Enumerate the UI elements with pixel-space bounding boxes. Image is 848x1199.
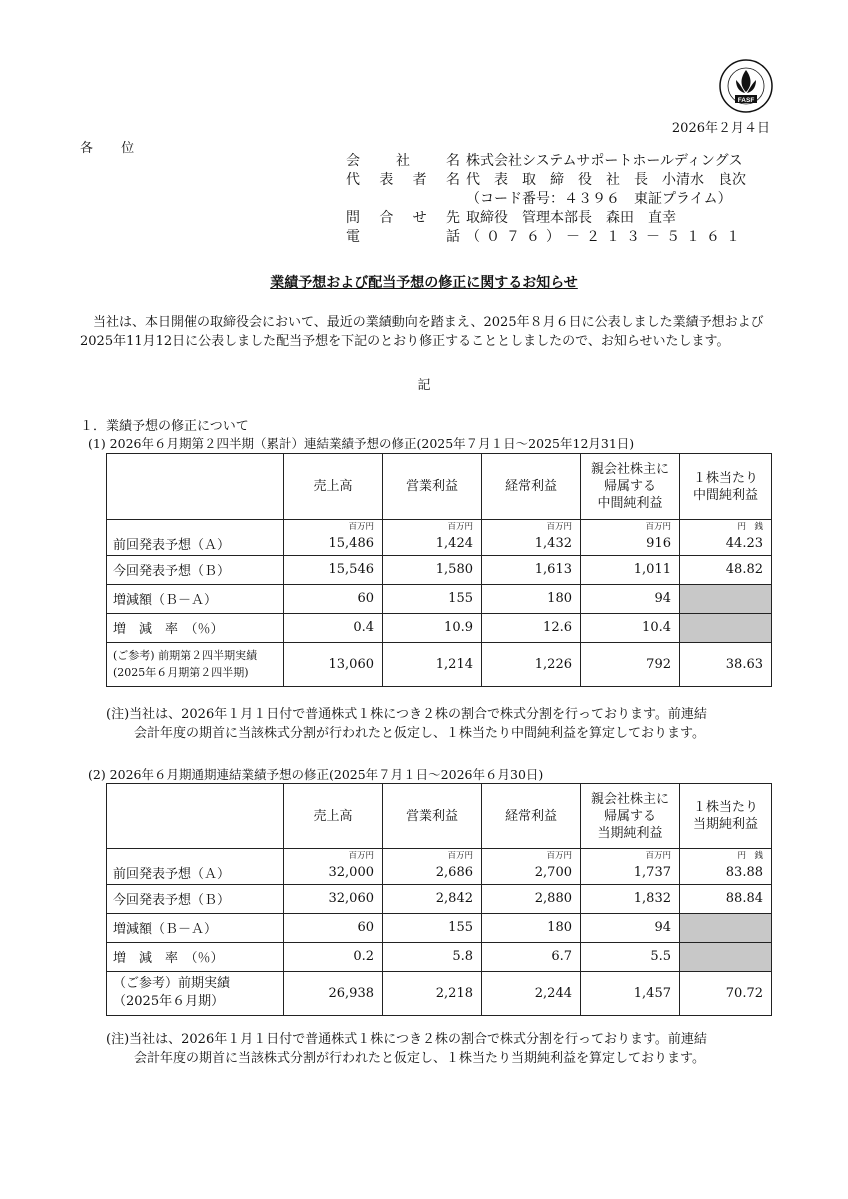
table1-note <box>106 705 776 743</box>
header-line: 経常利益 <box>504 808 557 824</box>
row-label: 増減額（Ｂ－Ａ） <box>107 913 284 942</box>
value-cell: 155 <box>383 913 482 942</box>
empty-gray-cell <box>680 584 772 613</box>
row-label: 増 減 率 （％） <box>107 942 284 971</box>
company-label: 代表者名 <box>346 172 460 188</box>
company-label: 会 社 名 <box>346 153 460 169</box>
value-cell: 1,432 <box>482 532 581 555</box>
company-value: 取締役 管理本部長 森田 直幸 <box>466 210 676 226</box>
value-cell: 1,580 <box>383 555 482 584</box>
forecast-table-full-year <box>106 783 772 1016</box>
row-label: 増 減 率 （％） <box>107 613 284 642</box>
row-label: 今回発表予想（Ｂ） <box>107 884 284 913</box>
value-cell: 5.5 <box>581 942 680 971</box>
header-line: 売上高 <box>313 808 353 824</box>
table-header-row <box>107 784 772 849</box>
header-cell <box>680 784 772 849</box>
row-label: 前回発表予想（Ａ） <box>107 861 284 884</box>
header-cell <box>383 454 482 520</box>
value-cell: 1,011 <box>581 555 680 584</box>
value-cell: 60 <box>284 584 383 613</box>
value-cell: 44.23 <box>680 532 772 555</box>
value-cell: 1,226 <box>482 642 581 686</box>
row-label: 前回発表予想（Ａ） <box>107 532 284 555</box>
value-cell: 32,000 <box>284 861 383 884</box>
unit-cell: 百万円 <box>581 520 680 533</box>
page-title-text: 業績予想および配当予想の修正に関するお知らせ <box>270 275 578 291</box>
value-cell: 180 <box>482 584 581 613</box>
value-cell: 13,060 <box>284 642 383 686</box>
table2-heading: (2) 2026年６月期通期連結業績予想の修正(2025年７月１日～2026年６月30日) <box>88 767 544 782</box>
value-cell: 26,938 <box>284 971 383 1015</box>
unit-cell: 円 銭 <box>680 520 772 533</box>
header-line: 経常利益 <box>504 479 557 494</box>
table-row <box>107 555 772 584</box>
value-cell: 94 <box>581 584 680 613</box>
header-line: 当期純利益 <box>692 817 758 832</box>
value-cell: 1,457 <box>581 971 680 1015</box>
page-title <box>0 272 848 292</box>
table-row <box>107 861 772 884</box>
company-label: 問合せ先 <box>346 210 460 226</box>
section-heading: １．業績予想の修正について <box>80 419 249 434</box>
company-row-name <box>346 152 746 171</box>
unit-cell: 百万円 <box>482 520 581 533</box>
header-line: 親会社株主に <box>590 791 669 807</box>
addressee: 各 位 <box>80 141 147 156</box>
note-line: (注)当社は、2026年１月１日付で普通株式１株につき２株の割合で株式分割を行っております。前連結 <box>106 1032 707 1047</box>
unit-cell <box>107 520 284 533</box>
company-row-phone <box>346 228 746 247</box>
table-row <box>107 613 772 642</box>
value-cell: 15,486 <box>284 532 383 555</box>
value-cell: 15,546 <box>284 555 383 584</box>
forecast-table-q2 <box>106 453 772 687</box>
header-line: 営業利益 <box>405 808 458 824</box>
table2-note <box>106 1030 776 1068</box>
empty-gray-cell <box>680 913 772 942</box>
header-cell <box>581 784 680 849</box>
header-cell <box>284 784 383 849</box>
table1-heading: (1) 2026年６月期第２四半期（累計）連結業績予想の修正(2025年７月１日～2025年12月31日) <box>88 436 635 451</box>
corner-cell <box>107 784 284 849</box>
fasf-logo <box>718 58 774 114</box>
unit-row <box>107 849 772 862</box>
value-cell: 155 <box>383 584 482 613</box>
header-cell <box>383 784 482 849</box>
header-line: 営業利益 <box>405 479 458 494</box>
header-line: １株当たり <box>692 470 758 486</box>
table-row <box>107 532 772 555</box>
value-cell: 70.72 <box>680 971 772 1015</box>
company-value: （０７６）－２１３－５１６１ <box>466 229 746 245</box>
value-cell: 94 <box>581 913 680 942</box>
value-cell: 0.4 <box>284 613 383 642</box>
unit-cell <box>107 849 284 862</box>
header-line: 中間純利益 <box>692 487 758 503</box>
value-cell: 792 <box>581 642 680 686</box>
value-cell: 48.82 <box>680 555 772 584</box>
corner-cell <box>107 454 284 520</box>
header-cell <box>482 784 581 849</box>
unit-cell: 百万円 <box>482 849 581 862</box>
value-cell: 0.2 <box>284 942 383 971</box>
reference-label-line: （ご参考）前期実績 <box>113 976 231 991</box>
value-cell: 32,060 <box>284 884 383 913</box>
table-row <box>107 913 772 942</box>
header-line: 中間純利益 <box>597 496 663 511</box>
value-cell: 180 <box>482 913 581 942</box>
company-row-code <box>346 190 746 209</box>
company-row-contact <box>346 209 746 228</box>
ki-marker: 記 <box>417 378 431 393</box>
note-line: 会計年度の期首に当該株式分割が行われたと仮定し、１株当たり当期純利益を算定しております。 <box>134 1051 705 1066</box>
table-row <box>107 942 772 971</box>
value-cell: 2,244 <box>482 971 581 1015</box>
value-cell: 10.4 <box>581 613 680 642</box>
header-cell <box>482 454 581 520</box>
value-cell: 2,700 <box>482 861 581 884</box>
value-cell: 2,218 <box>383 971 482 1015</box>
reference-label <box>107 642 284 686</box>
value-cell: 6.7 <box>482 942 581 971</box>
row-label: 今回発表予想（Ｂ） <box>107 555 284 584</box>
company-row-representative <box>346 171 746 190</box>
value-cell: 2,880 <box>482 884 581 913</box>
reference-row <box>107 971 772 1015</box>
reference-label-line: (ご参考) 前期第２四半期実績 <box>113 649 258 662</box>
table-row <box>107 584 772 613</box>
header-line: 売上高 <box>313 479 353 494</box>
unit-cell: 百万円 <box>284 849 383 862</box>
company-value: 株式会社システムサポートホールディングス <box>466 153 743 169</box>
company-value: 代 表 取 締 役 社 長 小清水 良次 <box>466 172 746 188</box>
note-line: (注)当社は、2026年１月１日付で普通株式１株につき２株の割合で株式分割を行っております。前連結 <box>106 707 707 722</box>
table-header-row <box>107 454 772 520</box>
header-line: 親会社株主に <box>590 462 669 477</box>
value-cell: 83.88 <box>680 861 772 884</box>
company-value: （コード番号：４３９６ 東証プライム） <box>466 191 732 207</box>
header-cell <box>284 454 383 520</box>
unit-cell: 百万円 <box>581 849 680 862</box>
unit-cell: 百万円 <box>383 849 482 862</box>
value-cell: 1,613 <box>482 555 581 584</box>
value-cell: 88.84 <box>680 884 772 913</box>
company-label: 電 話 <box>346 229 460 245</box>
company-info <box>346 152 746 247</box>
header-cell <box>680 454 772 520</box>
reference-label-line: （2025年６月期） <box>113 994 225 1009</box>
value-cell: 1,832 <box>581 884 680 913</box>
note-line: 会計年度の期首に当該株式分割が行われたと仮定し、１株当たり中間純利益を算定しております。 <box>134 726 705 741</box>
reference-label <box>107 971 284 1015</box>
value-cell: 5.8 <box>383 942 482 971</box>
value-cell: 1,424 <box>383 532 482 555</box>
value-cell: 2,842 <box>383 884 482 913</box>
value-cell: 1,737 <box>581 861 680 884</box>
svg-text:FASF: FASF <box>737 97 755 104</box>
header-line: １株当たり <box>692 800 758 815</box>
value-cell: 12.6 <box>482 613 581 642</box>
value-cell: 2,686 <box>383 861 482 884</box>
table-row <box>107 884 772 913</box>
value-cell: 60 <box>284 913 383 942</box>
unit-cell: 百万円 <box>383 520 482 533</box>
document-date: 2026年２月４日 <box>671 121 770 136</box>
row-label: 増減額（Ｂ－Ａ） <box>107 584 284 613</box>
fasf-logo-icon <box>718 58 774 114</box>
header-line: 帰属する <box>603 479 656 494</box>
value-cell: 1,214 <box>383 642 482 686</box>
company-label <box>346 190 460 209</box>
value-cell: 916 <box>581 532 680 555</box>
intro-paragraph: 当社は、本日開催の取締役会において、最近の業績動向を踏まえ、2025年８月６日に公表しました業績予想および2025年11月12日に公表しました配当予想を下記のとおり修正することとしましたので、お知らせいたします。 <box>80 315 764 349</box>
header-cell <box>581 454 680 520</box>
empty-gray-cell <box>680 942 772 971</box>
header-line: 当期純利益 <box>597 825 663 841</box>
value-cell: 10.9 <box>383 613 482 642</box>
reference-label-line: (2025年６月期第２四半期) <box>113 666 249 679</box>
header-line: 帰属する <box>603 808 656 824</box>
value-cell: 38.63 <box>680 642 772 686</box>
unit-cell: 百万円 <box>284 520 383 533</box>
unit-cell: 円 銭 <box>680 849 772 862</box>
empty-gray-cell <box>680 613 772 642</box>
unit-row <box>107 520 772 533</box>
reference-row <box>107 642 772 686</box>
